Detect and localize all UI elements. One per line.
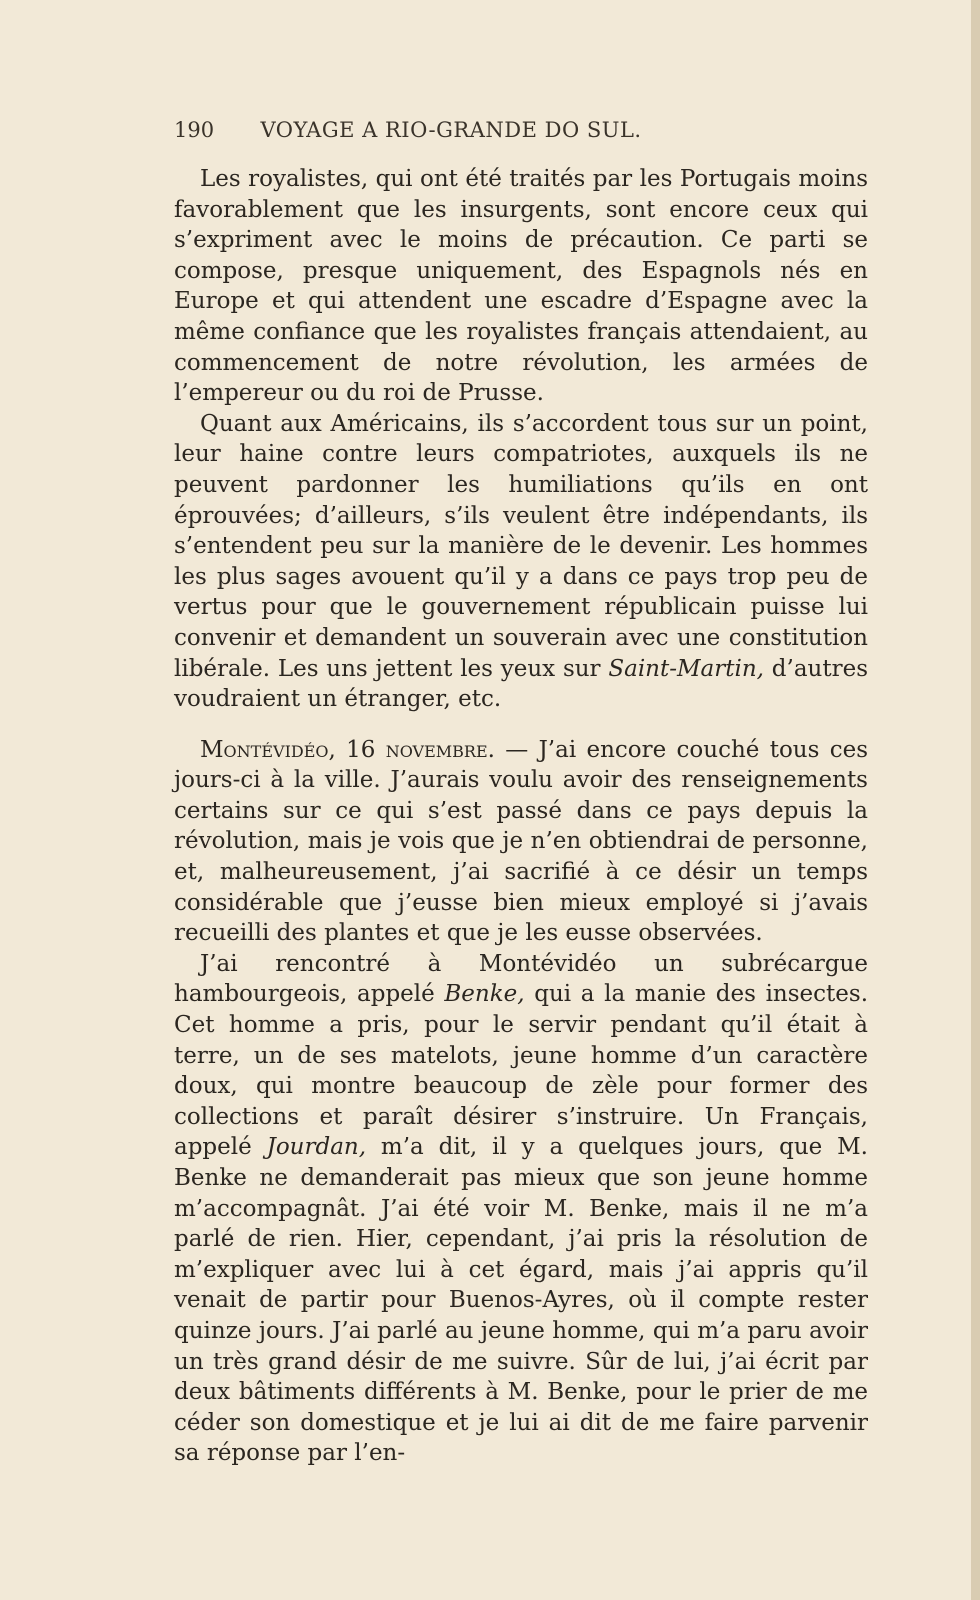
name-benke: Benke, — [444, 981, 525, 1008]
page-edge — [971, 0, 980, 1600]
name-saint-martin: Saint-Martin, — [608, 655, 764, 682]
page-number: 190 — [174, 118, 215, 142]
body-text — [174, 164, 868, 1469]
running-title: VOYAGE A RIO-GRANDE DO SUL. — [260, 118, 642, 142]
dateline: Montévidéo, 16 novembre. — [200, 736, 495, 763]
paragraph-benke: J’ai rencontré à Montévidéo un subrécargue hambourgeois, appelé Benke, qui a la manie des insectes. Cet homme a pris, pour le servir pendant qu’il était à terre, un de ses matelots, jeune homme d’un caractère doux, qui montre beaucoup de zèle pour former des collections et paraît désirer s’instruire. Un Français, appelé Jourdan, m’a dit, il y a quelques jours, que M. Benke ne demanderait pas mieux que son jeune homme m’accompagnât. J’ai été voir M. Benke, mais il ne m’a parlé de rien. Hier, cependant, j’ai pris la résolution de m’expliquer avec lui à cet égard, mais j’ai appris qu’il venait de partir pour Buenos-Ayres, où il compte rester quinze jours. J’ai parlé au jeune homme, qui m’a paru avoir un très grand désir de me suivre. Sûr de lui, j’ai écrit par deux bâtiments différents à M. Benke, pour le prier de me céder son domestique et je lui ai dit de me faire parvenir sa réponse par l’en- — [174, 950, 869, 1467]
paragraph-montevideo-entry: Montévidéo, 16 novembre. — J’ai encore couché tous ces jours-ci à la ville. J’aurais voulu avoir des renseignements certains sur ce qui s’est passé dans ce pays depuis la révolution, mais je vois que je n’en obtiendrai de personne, et, malheureusement, j’ai sacrifié à ce désir un temps considérable que j’eusse bien mieux employé si j’avais recueilli des plantes et que je les eusse observées. — [174, 736, 869, 947]
page-header — [174, 118, 728, 148]
paragraph-americans: Quant aux Américains, ils s’accordent tous sur un point, leur haine contre leurs compatriotes, auxquels ils ne peuvent pardonner les humiliations qu’ils en ont éprouvées; d’ailleurs, s’ils veulent être indépendants, ils s’entendent peu sur la manière de le devenir. Les hommes les plus sages avouent qu’il y a dans ce pays trop peu de vertus pour que le gouvernement républicain puisse lui convenir et demandent un souverain avec une constitution libérale. Les uns jettent les yeux sur Saint-Martin, d’autres voudraient un étranger, etc. — [174, 410, 869, 713]
paragraph-royalists: Les royalistes, qui ont été traités par les Portugais moins favorablement que les insurgents, sont encore ceux qui s’expriment avec le moins de précaution. Ce parti se compose, presque uniquement, des Espagnols nés en Europe et qui attendent une escadre d’Espagne avec la même confiance que les royalistes français attendaient, au commencement de notre révolution, les armées de l’empereur ou du roi de Prusse. — [174, 166, 868, 407]
name-jourdan: Jourdan, — [266, 1134, 367, 1161]
